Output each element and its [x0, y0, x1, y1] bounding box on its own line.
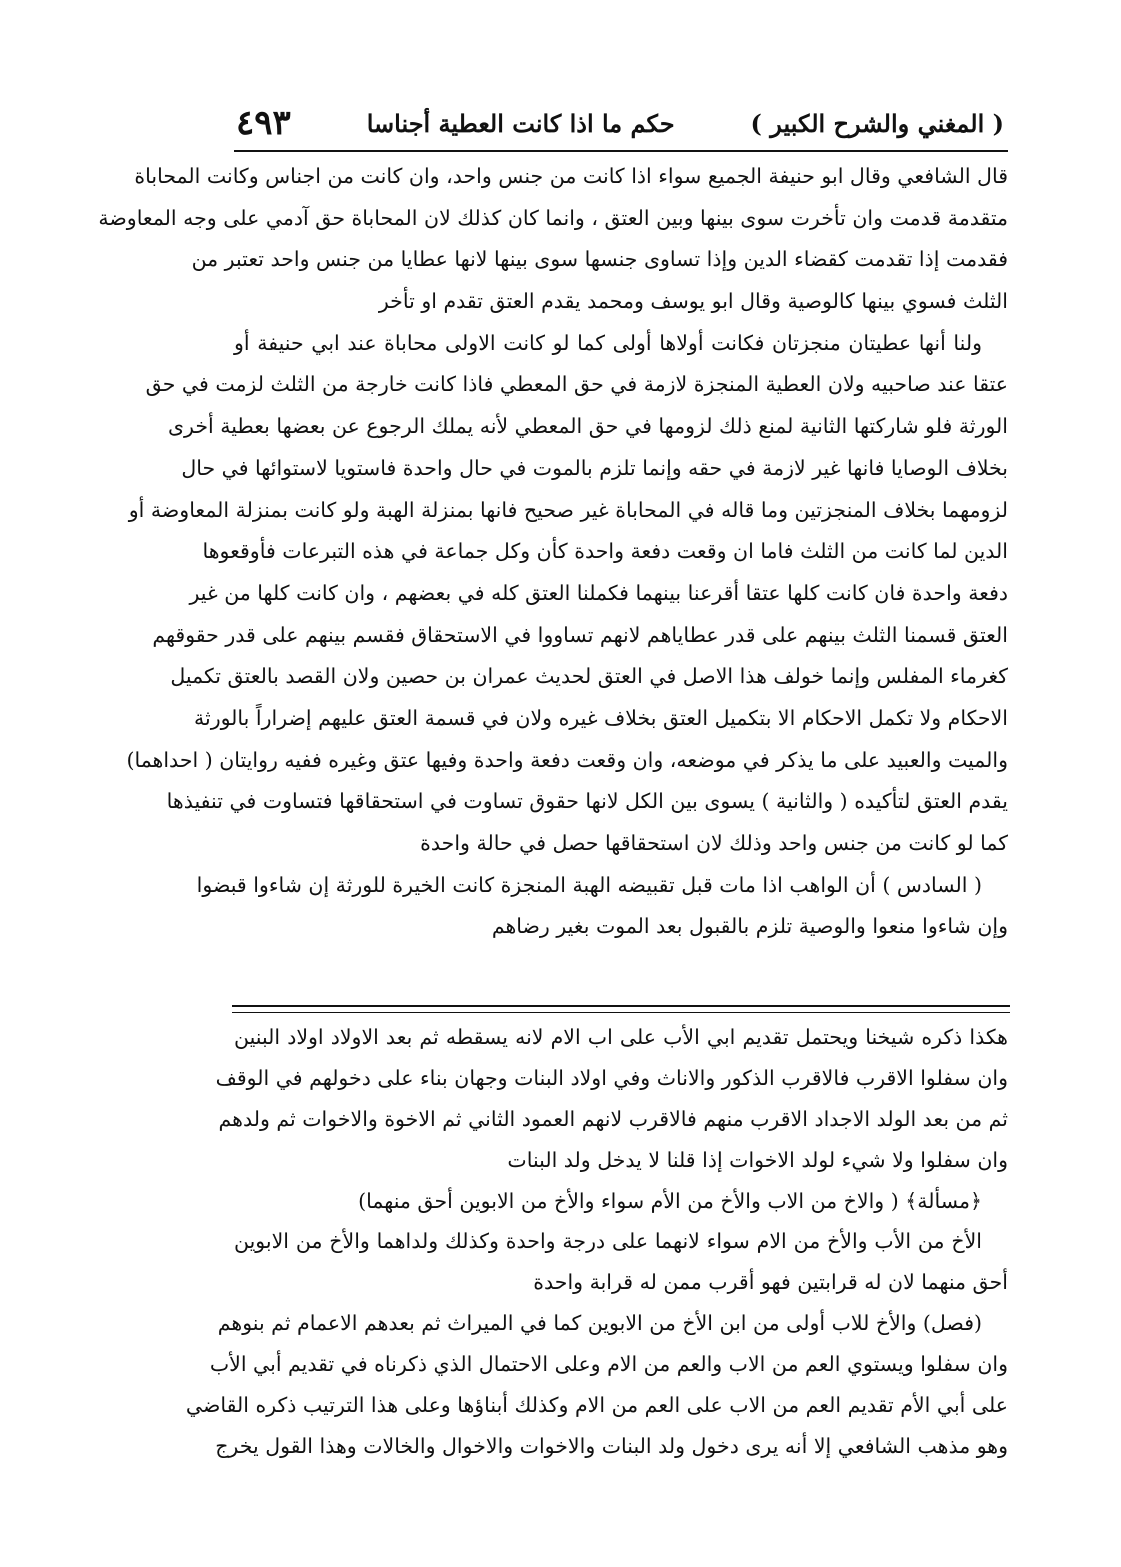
text-line: متقدمة قدمت وان تأخرت سوى بينها وبين العتق ، وانما كان كذلك لان المحاباة حق آدمي على وجه المعاوضة — [98, 205, 1008, 230]
text-line: وهو مذهب الشافعي إلا أنه يرى دخول ولد البنات والاخوات والاخوال والخالات وهذا القول يخرج — [215, 1433, 1008, 1458]
text-line: والميت والعبيد على ما يذكر في موضعه، وان وقعت دفعة واحدة وفيها عتق وغيره ففيه روايتان ( احداهما) — [126, 747, 1008, 772]
text-line: دفعة واحدة فان كانت كلها عتقا أقرعنا بينهما فكملنا العتق كله في بعضهم ، وان كانت كلها من غير — [189, 580, 1008, 605]
header-rule — [234, 150, 1008, 152]
text-line: (فصل) والأخ للاب أولى من ابن الأخ من الابوين كما في الميراث ثم بعدهم الاعمام ثم بنوهم — [217, 1311, 982, 1336]
book-title: ( المغني والشرح الكبير ) — [750, 108, 1004, 138]
text-line: يقدم العتق لتأكيده ( والثانية ) يسوى بين الكل لانها حقوق تساوت في استحقاقها فتساوت في تنفيذها — [166, 789, 1008, 814]
text-line: لزومهما بخلاف المنجزتين وما قاله في المحاباة غير صحيح فانها بمنزلة الهبة ولو كانت بمنزلة المعاوضة أو — [128, 497, 1008, 522]
text-line: فقدمت إذا تقدمت كقضاء الدين وإذا تساوى جنسها سوى بينها لانها عطايا من جنس واحد تعتبر من — [191, 247, 1008, 272]
footnote-separator — [232, 1005, 1010, 1013]
text-line: على أبي الأم تقديم العم من الاب على العم من الام وكذلك أبناؤها وعلى هذا الترتيب ذكره القاضي — [185, 1393, 1008, 1418]
text-line: كغرماء المفلس وإنما خولف هذا الاصل في العتق لحديث عمران بن حصين ولان القصد بالعتق تكميل — [170, 664, 1008, 689]
text-line: قال الشافعي وقال ابو حنيفة الجميع سواء اذا كانت من جنس واحد، وان كانت من اجناس وكانت المحاباة — [134, 164, 1008, 188]
text-line: ( السادس ) أن الواهب اذا مات قبل تقبيضه الهبة المنجزة كانت الخيرة للورثة إن شاءوا قبضوا — [196, 872, 982, 897]
text-line: وان سفلوا ويستوي العم من الاب والعم من الام وعلى الاحتمال الذي ذكرناه في تقديم أبي الأب — [209, 1352, 1008, 1377]
issue-heading: ﴿مسألة﴾ ( والاخ من الاب والأخ من الأم سواء والأخ من الابوين أحق منهما) — [358, 1188, 982, 1213]
text-line: الاحكام ولا تكمل الاحكام الا بتكميل العتق بخلاف غيره ولان في قسمة العتق عليهم إضراراً بالورثة — [194, 705, 1008, 730]
text-line: الورثة فلو شاركتها الثانية لمنع ذلك لزومها في حق المعطي لأنه يملك الرجوع عن بعضها بعطية أخرى — [168, 414, 1008, 439]
text-line: ثم من بعد الولد الاجداد الاقرب منهم فالاقرب لانهم العمود الثاني ثم الاخوة والاخوات ثم ولدهم — [218, 1106, 1008, 1131]
text-line: عتقا عند صاحبيه ولان العطية المنجزة لازمة في حق المعطي فاذا كانت خارجة من الثلث لزمت في حق — [145, 372, 1008, 397]
commentary-text — [185, 1017, 1008, 1467]
text-line: وان سفلوا ولا شيء لولد الاخوات إذا قلنا لا يدخل ولد البنات — [507, 1147, 1008, 1172]
text-line: هكذا ذكره شيخنا ويحتمل تقديم ابي الأب على اب الام لانه يسقطه ثم بعد الاولاد اولاد البنين — [234, 1025, 1008, 1049]
text-line: كما لو كانت من جنس واحد وذلك لان استحقاقها حصل في حالة واحدة — [420, 831, 1008, 855]
text-line: بخلاف الوصايا فانها غير لازمة في حقه وإنما تلزم بالموت في حال واحدة فاستويا لاستوائها في حال — [181, 455, 1008, 480]
text-line: الأخ من الأب والأخ من الام سواء لانهما على درجة واحدة وكذلك ولداهما والأخ من الابوين — [234, 1229, 982, 1254]
page-number: ٤٩٣ — [236, 103, 291, 143]
text-line: أحق منهما لان له قرابتين فهو أقرب ممن له قرابة واحدة — [533, 1270, 1008, 1295]
text-line: وان سفلوا الاقرب فالاقرب الذكور والاناث وفي اولاد البنات وجهان بناء على دخولهم في الوقف — [215, 1065, 1008, 1090]
text-line: ولنا أنها عطيتان منجزتان فكانت أولاها أولى كما لو كانت الاولى محاباة عند ابي حنيفة أو — [234, 330, 982, 355]
main-text — [98, 156, 1008, 948]
text-line: الدين لما كانت من الثلث فاما ان وقعت دفعة واحدة كأن وكل جماعة في هذه التبرعات فأوقعوها — [202, 539, 1008, 564]
text-line: العتق قسمنا الثلث بينهم على قدر عطاياهم لانهم تساووا في الاستحقاق فقسم بينهم على قدر حقوقهم — [152, 622, 1008, 647]
section-title: حكم ما اذا كانت العطية أجناسا — [366, 108, 675, 138]
running-header — [236, 98, 1004, 148]
text-line: الثلث فسوي بينها كالوصية وقال ابو يوسف ومحمد يقدم العتق تقدم او تأخر — [378, 289, 1008, 314]
text-line: وإن شاءوا منعوا والوصية تلزم بالقبول بعد الموت بغير رضاهم — [491, 914, 1008, 939]
